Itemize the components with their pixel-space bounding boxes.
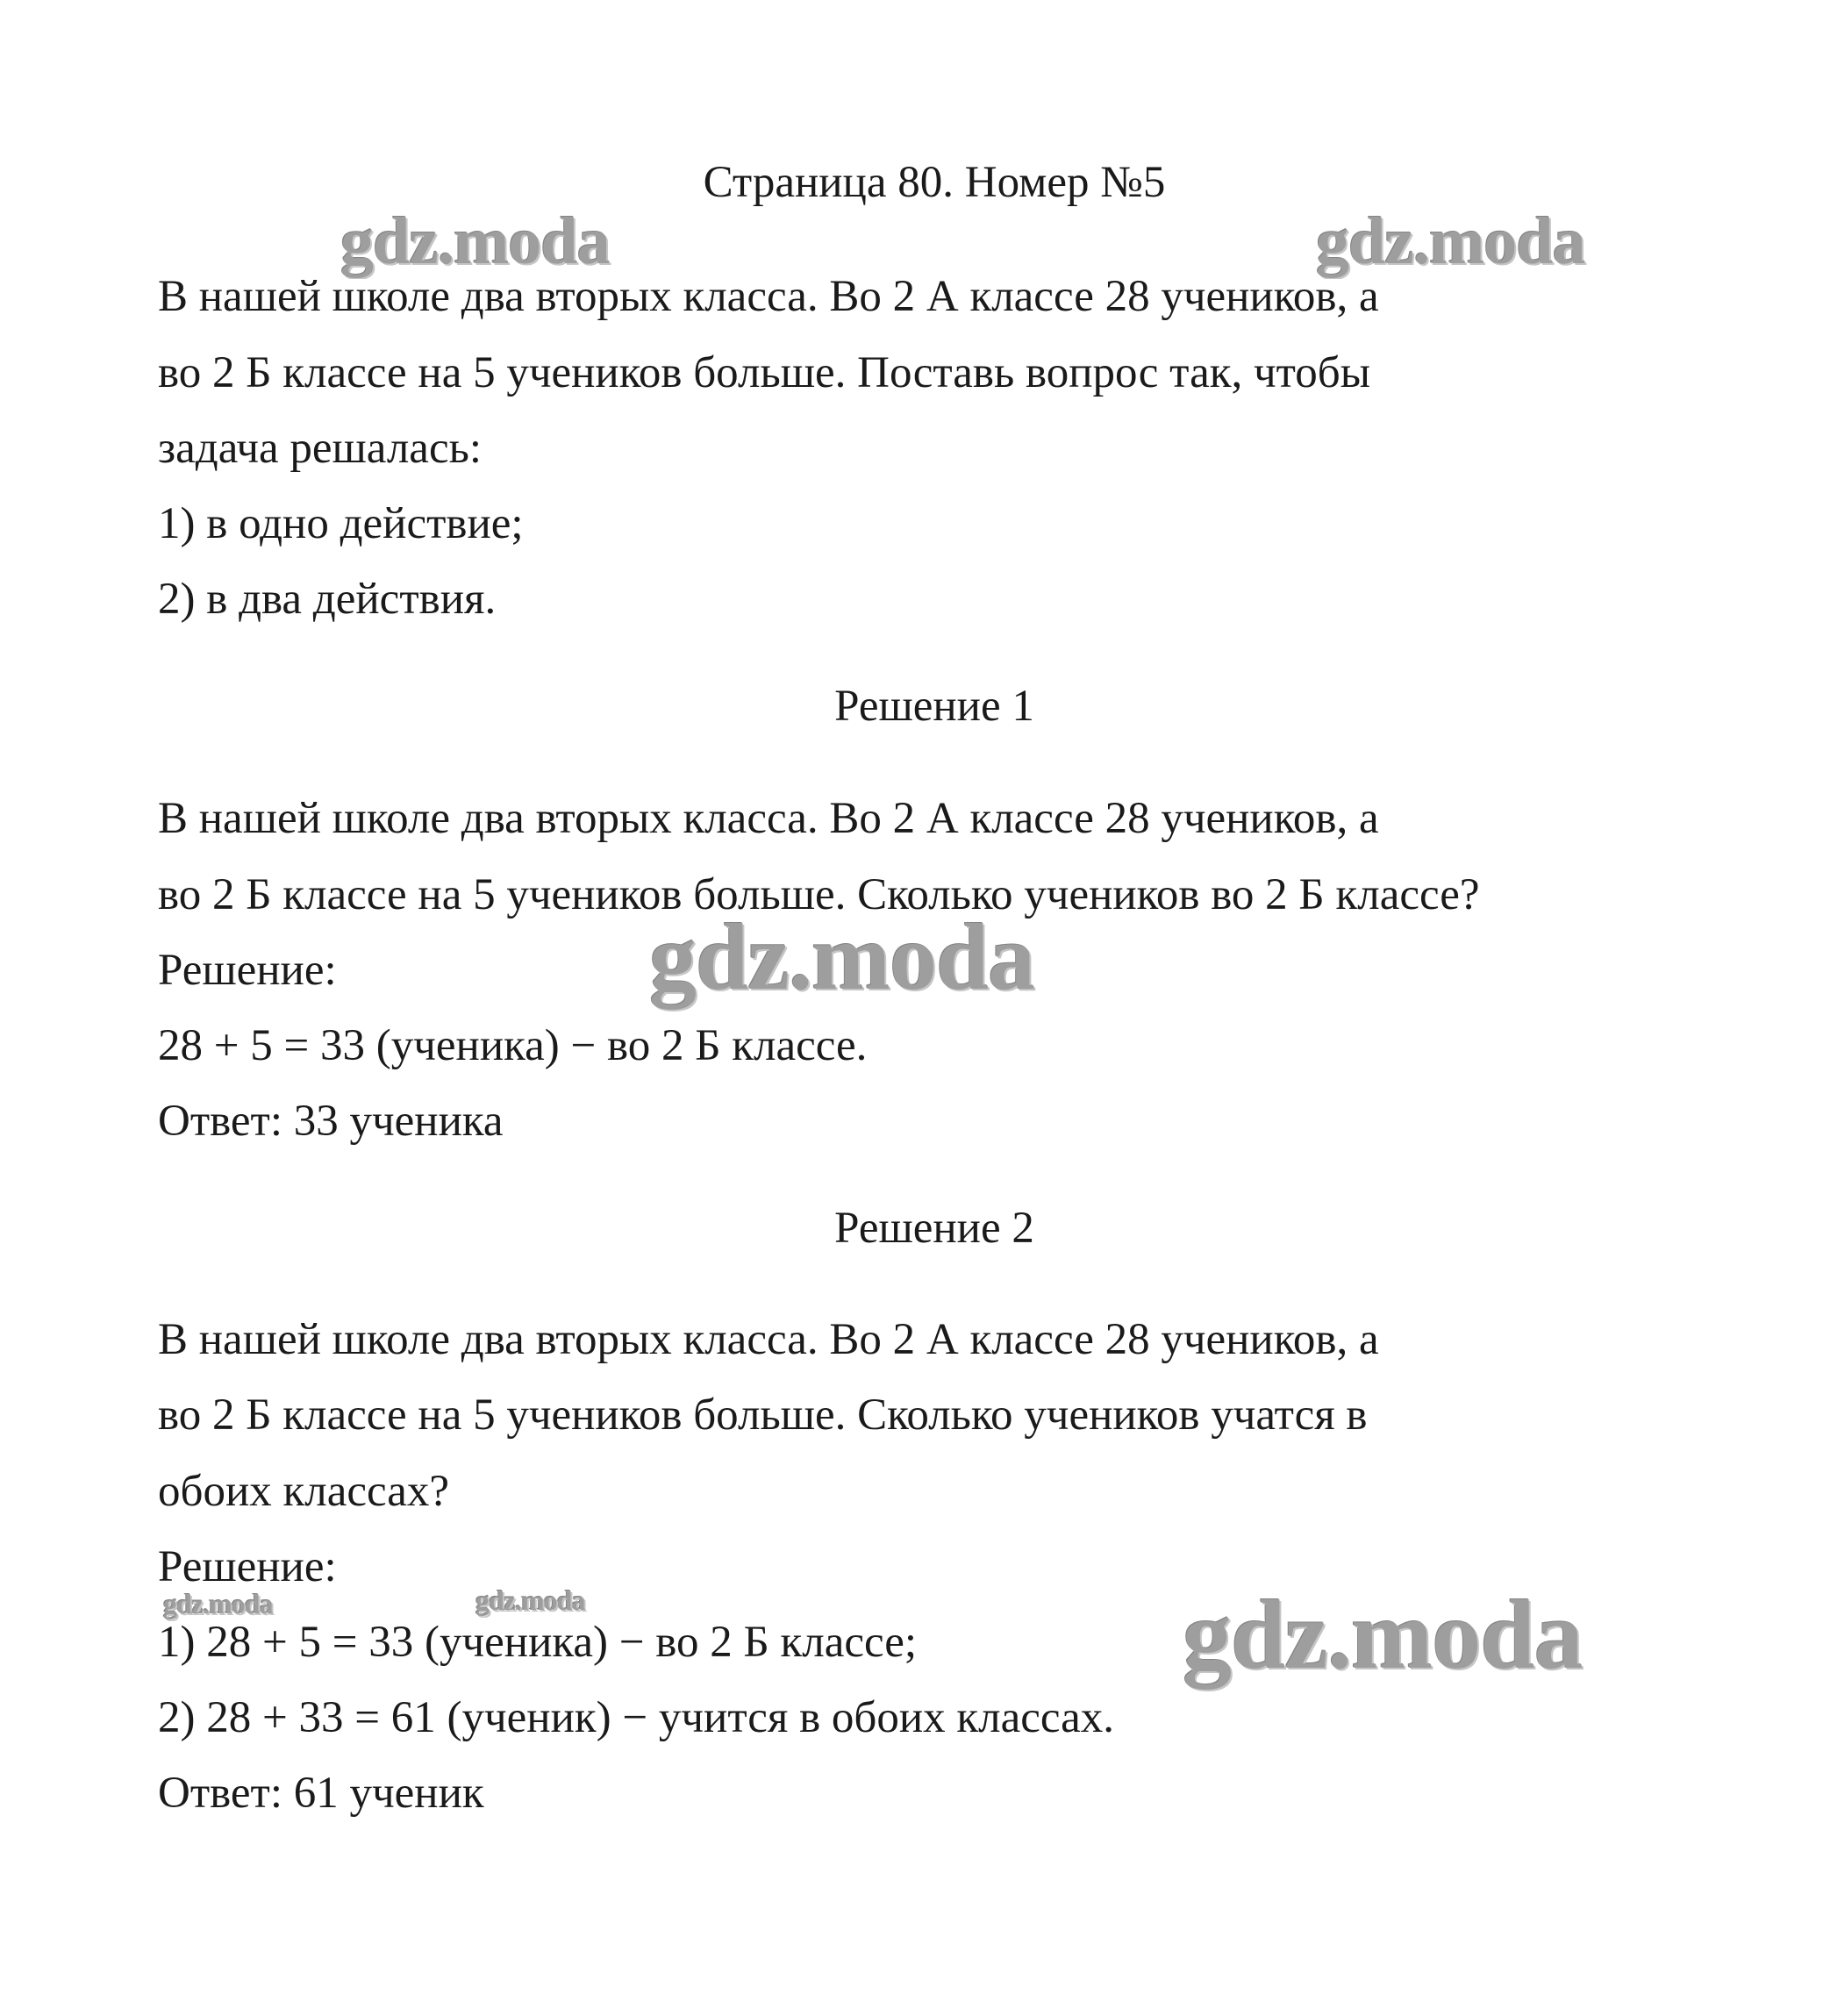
solution-2-line: В нашей школе два вторых класса. Во 2 А классе 28 учеников, а bbox=[158, 1315, 1379, 1364]
task-line: 2) в два действия. bbox=[158, 575, 497, 624]
watermark-logo: gdz.moda bbox=[475, 1584, 585, 1616]
solution-2-heading: Решение 2 bbox=[834, 1204, 1034, 1253]
solution-1-heading: Решение 1 bbox=[834, 682, 1034, 731]
solution-1-line: Решение: bbox=[158, 946, 337, 995]
solution-2-line: 2) 28 + 33 = 61 (ученик) − учится в обоих классах. bbox=[158, 1693, 1115, 1742]
watermark-logo: gdz.moda bbox=[649, 905, 1035, 1010]
watermark-logo: gdz.moda bbox=[163, 1588, 273, 1619]
solution-2-line: 1) 28 + 5 = 33 (ученика) − во 2 Б классе; bbox=[158, 1618, 918, 1667]
watermark-logo: gdz.moda bbox=[1316, 204, 1585, 278]
task-line: во 2 Б классе на 5 учеников больше. Поставь вопрос так, чтобы bbox=[158, 348, 1370, 397]
solution-2-answer: Ответ: 61 ученик bbox=[158, 1769, 484, 1818]
solution-2-line: обоих классах? bbox=[158, 1467, 450, 1516]
solution-2-line: во 2 Б классе на 5 учеников больше. Сколько учеников учатся в bbox=[158, 1390, 1368, 1440]
watermark-logo: gdz.moda bbox=[340, 204, 610, 278]
page-title: Страница 80. Номер №5 bbox=[703, 158, 1166, 207]
solution-2-line: Решение: bbox=[158, 1542, 337, 1591]
solution-1-line: В нашей школе два вторых класса. Во 2 А классе 28 учеников, а bbox=[158, 794, 1379, 843]
task-line: В нашей школе два вторых класса. Во 2 А классе 28 учеников, а bbox=[158, 272, 1379, 321]
solution-1-answer: Ответ: 33 ученика bbox=[158, 1097, 504, 1146]
watermark-logo: gdz.moda bbox=[1183, 1581, 1583, 1690]
solution-1-line: 28 + 5 = 33 (ученика) − во 2 Б классе. bbox=[158, 1021, 868, 1070]
task-line: задача решалась: bbox=[158, 424, 483, 473]
task-line: 1) в одно действие; bbox=[158, 499, 524, 548]
solution-1-line: во 2 Б классе на 5 учеников больше. Сколько учеников во 2 Б классе? bbox=[158, 870, 1480, 919]
